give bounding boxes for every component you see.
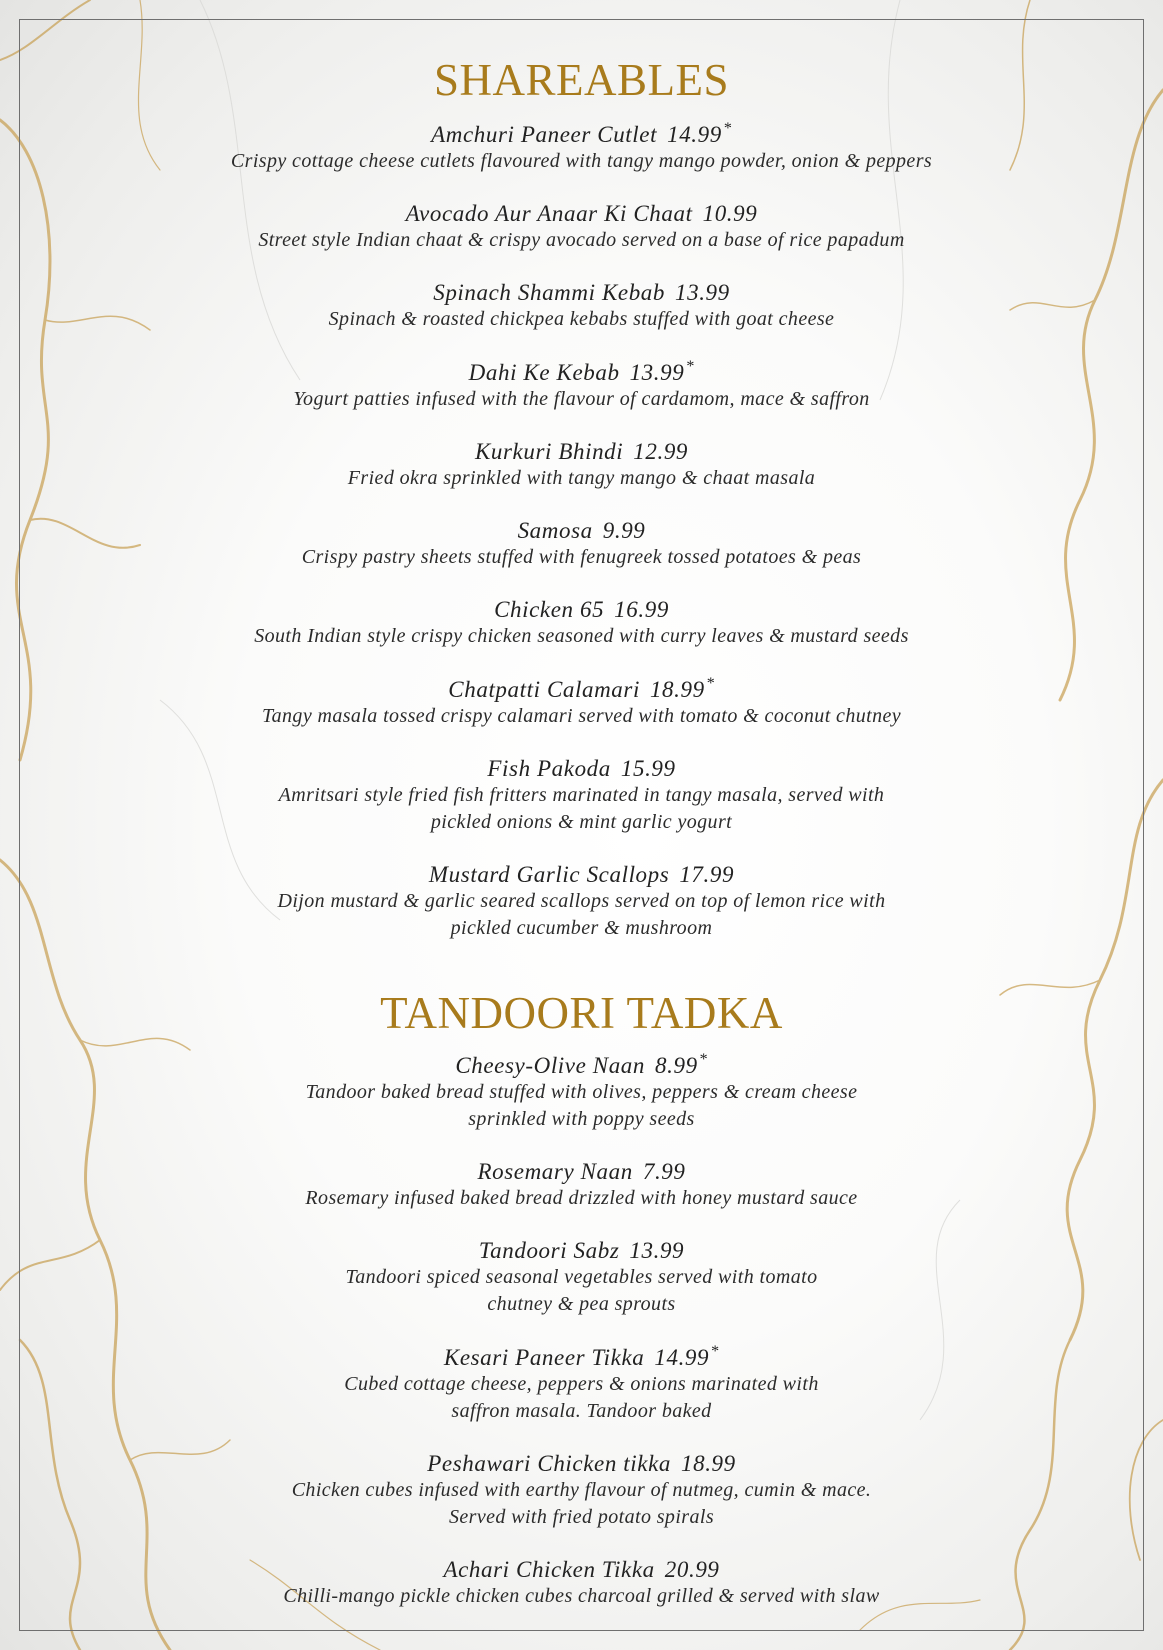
- menu-item-name: Mustard Garlic Scallops: [428, 862, 670, 887]
- menu-item-description: pickled onions & mint garlic yogurt: [430, 811, 733, 833]
- menu-item-heading: [19, 517, 1144, 544]
- menu-item-heading: [19, 120, 1144, 148]
- menu-item-name: Cheesy-Olive Naan: [455, 1053, 646, 1078]
- menu-item-name: Rosemary Naan: [477, 1159, 633, 1184]
- menu-item-asterisk: *: [706, 675, 715, 692]
- menu-item-description: Spinach & roasted chickpea kebabs stuffed with goat cheese: [328, 308, 835, 330]
- menu-item-price: 13.99: [629, 1238, 685, 1263]
- menu-item-heading: [19, 861, 1144, 888]
- menu-item-price: 15.99: [620, 756, 676, 781]
- menu-item-asterisk: *: [699, 1051, 708, 1068]
- tandoori-tadka-list: [19, 1051, 1144, 1610]
- menu-item-description: Dijon mustard & garlic seared scallops served on top of lemon rice with: [277, 890, 886, 912]
- menu-item-price: 13.99: [675, 280, 730, 305]
- menu-item-description: Tandoori spiced seasonal vegetables served with tomato: [345, 1266, 818, 1288]
- menu-item-price: 12.99: [633, 439, 689, 464]
- menu-item-description: chutney & pea sprouts: [487, 1293, 676, 1315]
- menu-item-heading: [19, 1158, 1144, 1185]
- menu-item: [19, 1051, 1144, 1133]
- menu-item-description: sprinkled with poppy seeds: [468, 1108, 695, 1130]
- menu-item-heading: [19, 755, 1144, 782]
- section-title-tandoori-tadka: TANDOORI TADKA: [380, 988, 783, 1038]
- menu-item-description: Yogurt patties infused with the flavour of cardamom, mace & saffron: [293, 388, 870, 410]
- menu-item-heading: [19, 1343, 1144, 1371]
- menu-item-name: Samosa: [517, 518, 593, 543]
- shareables-list: [19, 120, 1144, 942]
- menu-item-price: 9.99: [602, 518, 646, 543]
- menu-item: [19, 1343, 1144, 1425]
- menu-item-name: Tandoori Sabz: [478, 1238, 620, 1263]
- menu-item: [19, 1237, 1144, 1318]
- menu-item-price: 8.99: [655, 1053, 698, 1078]
- menu-item: [19, 1450, 1144, 1531]
- menu-item: [19, 861, 1144, 942]
- menu-item-description: Chicken cubes infused with earthy flavour of nutmeg, cumin & mace.: [291, 1479, 872, 1501]
- menu-item-description: Crispy pastry sheets stuffed with fenugreek tossed potatoes & peas: [301, 546, 862, 568]
- menu-item-name: Peshawari Chicken tikka: [427, 1451, 671, 1476]
- menu-item-heading: [19, 1051, 1144, 1079]
- menu-item-name: Chicken 65: [494, 597, 605, 622]
- menu-item: [19, 279, 1144, 333]
- menu-item: [19, 438, 1144, 492]
- menu-item-heading: [19, 358, 1144, 386]
- menu-item: [19, 120, 1144, 175]
- menu-item-name: Amchuri Paneer Cutlet: [431, 122, 658, 147]
- menu-item-description: Tandoor baked bread stuffed with olives, peppers & cream cheese: [305, 1081, 858, 1103]
- menu-item-description: Served with fried potato spirals: [448, 1506, 715, 1528]
- menu-item-description: Chilli-mango pickle chicken cubes charcoal grilled & served with slaw: [283, 1585, 880, 1607]
- menu-item-description: Tangy masala tossed crispy calamari served with tomato & coconut chutney: [261, 705, 902, 727]
- menu-item-description: Street style Indian chaat & crispy avocado served on a base of rice papadum: [258, 229, 905, 251]
- menu-item-name: Spinach Shammi Kebab: [433, 280, 665, 305]
- menu-item-name: Avocado Aur Anaar Ki Chaat: [405, 201, 693, 226]
- menu-item-name: Dahi Ke Kebab: [468, 360, 620, 385]
- menu-item-asterisk: *: [686, 358, 695, 375]
- menu-item-heading: [19, 1450, 1144, 1477]
- menu-item-description: Fried okra sprinkled with tangy mango & chaat masala: [347, 467, 816, 489]
- menu-item-price: 14.99: [667, 122, 722, 147]
- menu-item-asterisk: *: [723, 120, 732, 137]
- menu-item-name: Kurkuri Bhindi: [474, 439, 624, 464]
- menu-item: [19, 517, 1144, 571]
- menu-item-description: Crispy cottage cheese cutlets flavoured with tangy mango powder, onion & peppers: [230, 150, 933, 172]
- menu-item: [19, 755, 1144, 836]
- menu-item-asterisk: *: [711, 1343, 720, 1360]
- section-title-shareables: SHAREABLES: [433, 55, 730, 105]
- menu-item-price: 16.99: [614, 597, 669, 622]
- menu-item-heading: [19, 438, 1144, 465]
- menu-item-price: 13.99: [629, 360, 685, 385]
- menu-item-price: 14.99: [654, 1345, 710, 1370]
- menu-item-price: 18.99: [649, 677, 705, 702]
- menu-item-price: 18.99: [681, 1451, 736, 1476]
- menu-item-name: Kesari Paneer Tikka: [443, 1345, 645, 1370]
- menu-item-heading: [19, 596, 1144, 623]
- menu-item: [19, 1158, 1144, 1212]
- menu-page: [19, 19, 1144, 1631]
- menu-item-heading: [19, 279, 1144, 306]
- menu-item-price: 20.99: [664, 1557, 720, 1582]
- menu-item-price: 10.99: [702, 201, 758, 226]
- menu-item-heading: [19, 1556, 1144, 1583]
- menu-item-price: 17.99: [679, 862, 735, 887]
- menu-item: [19, 200, 1144, 254]
- menu-item-description: saffron masala. Tandoor baked: [451, 1400, 712, 1422]
- menu-item-heading: [19, 200, 1144, 227]
- menu-item-name: Fish Pakoda: [487, 756, 611, 781]
- menu-item-name: Achari Chicken Tikka: [443, 1557, 655, 1582]
- menu-item: [19, 675, 1144, 730]
- menu-item-description: Cubed cottage cheese, peppers & onions marinated with: [344, 1373, 819, 1395]
- menu-item-price: 7.99: [642, 1159, 686, 1184]
- menu-item-description: South Indian style crispy chicken seasoned with curry leaves & mustard seeds: [254, 625, 909, 647]
- menu-item-description: Rosemary infused baked bread drizzled with honey mustard sauce: [305, 1187, 858, 1209]
- menu-item: [19, 596, 1144, 650]
- menu-item: [19, 1556, 1144, 1610]
- menu-item-name: Chatpatti Calamari: [448, 677, 640, 702]
- menu-item-heading: [19, 1237, 1144, 1264]
- menu-item-description: pickled cucumber & mushroom: [450, 917, 713, 939]
- menu-item-heading: [19, 675, 1144, 703]
- menu-item: [19, 358, 1144, 413]
- menu-item-description: Amritsari style fried fish fritters marinated in tangy masala, served with: [278, 784, 885, 806]
